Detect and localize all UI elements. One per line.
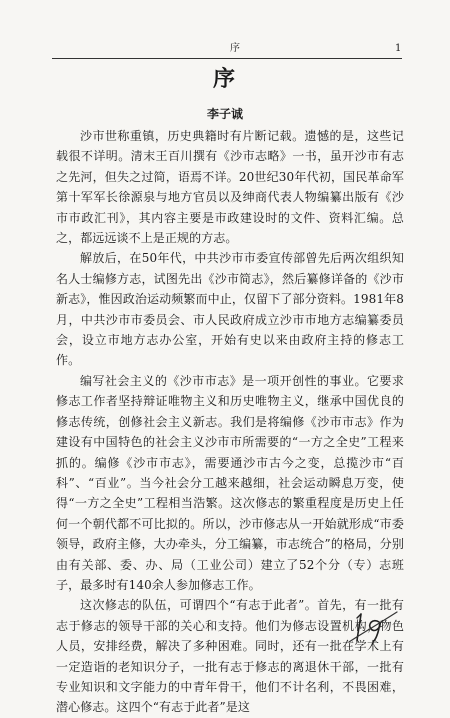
header-rule — [52, 58, 402, 59]
page-number: 1 — [395, 43, 402, 54]
author-name: 李子诚 — [206, 107, 243, 121]
preface-title: 序 — [212, 67, 237, 92]
handwritten-page-mark — [345, 608, 405, 644]
running-head — [0, 42, 450, 56]
paragraph-1: 沙市世称重镇，历史典籍时有片断记载。遗憾的是，这些记载很不详明。清末王百川撰有《沙市志略》一书，虽开沙市有志之先河，但失之过简，语焉不详。20世纪30年代初，国民革命军第十军军长徐源泉与地方官员以及绅商代表人物编纂出版有《沙市市政汇刊》，其内容主要是市政建设时的文件、资料汇编。总之，都远远谈不上是正规的方志。 — [56, 129, 404, 246]
paragraph-4: 这次修志的队伍，可谓四个“有志于此者”。首先，有一批有志于修志的领导干部的关心和支持。他们为修志设置机构，物色人员，安排经费，解决了多种困难。同时，还有一批在学术上有一定造诣的老知识分子，一批有志于修志的离退休干部，一批有专业知识和文字能力的中青年骨干，他们不计名利，不畏困难，潜心修志。这四个“有志于此者”是这 — [56, 598, 404, 715]
paragraph-3: 编写社会主义的《沙市市志》是一项开创性的事业。它要求修志工作者坚持辩证唯物主义和历史唯物主义，继承中国优良的修志传统，创修社会主义新志。我们是将编修《沙市市志》作为建设有中国特色的社会主义沙市市所需要的“一方之全史”工程来抓的。编修《沙市市志》，需要通沙市古今之变，总揽沙市“百科”、“百业”。当今社会分工越来越细，社会运动瞬息万变，使得“一方之全史”工程相当浩繁。这次修志的繁重程度是历史上任何一个朝代都不可比拟的。所以，沙市修志从一开始就形成“市委领导，政府主修，大办牵头，分工编纂，市志统合”的格局，分别由有关部、委、办、局（工业公司）建立了52个分（专）志班子，最多时有140余人参加修志工作。 — [56, 373, 404, 592]
running-head-title: 序 — [230, 43, 240, 54]
paragraph-2: 解放后，在50年代，中共沙市市委宣传部曾先后两次组织知名人士编修方志，试图先出《沙市简志》，然后纂修详备的《沙市新志》，惟因政治运动频繁而中止，仅留下了部分资料。1981年8月，中共沙市市委员会、市人民政府成立沙市市地方志编纂委员会，设立市地方志办公室，开始有史以来由政府主持的修志工作。 — [56, 251, 404, 368]
